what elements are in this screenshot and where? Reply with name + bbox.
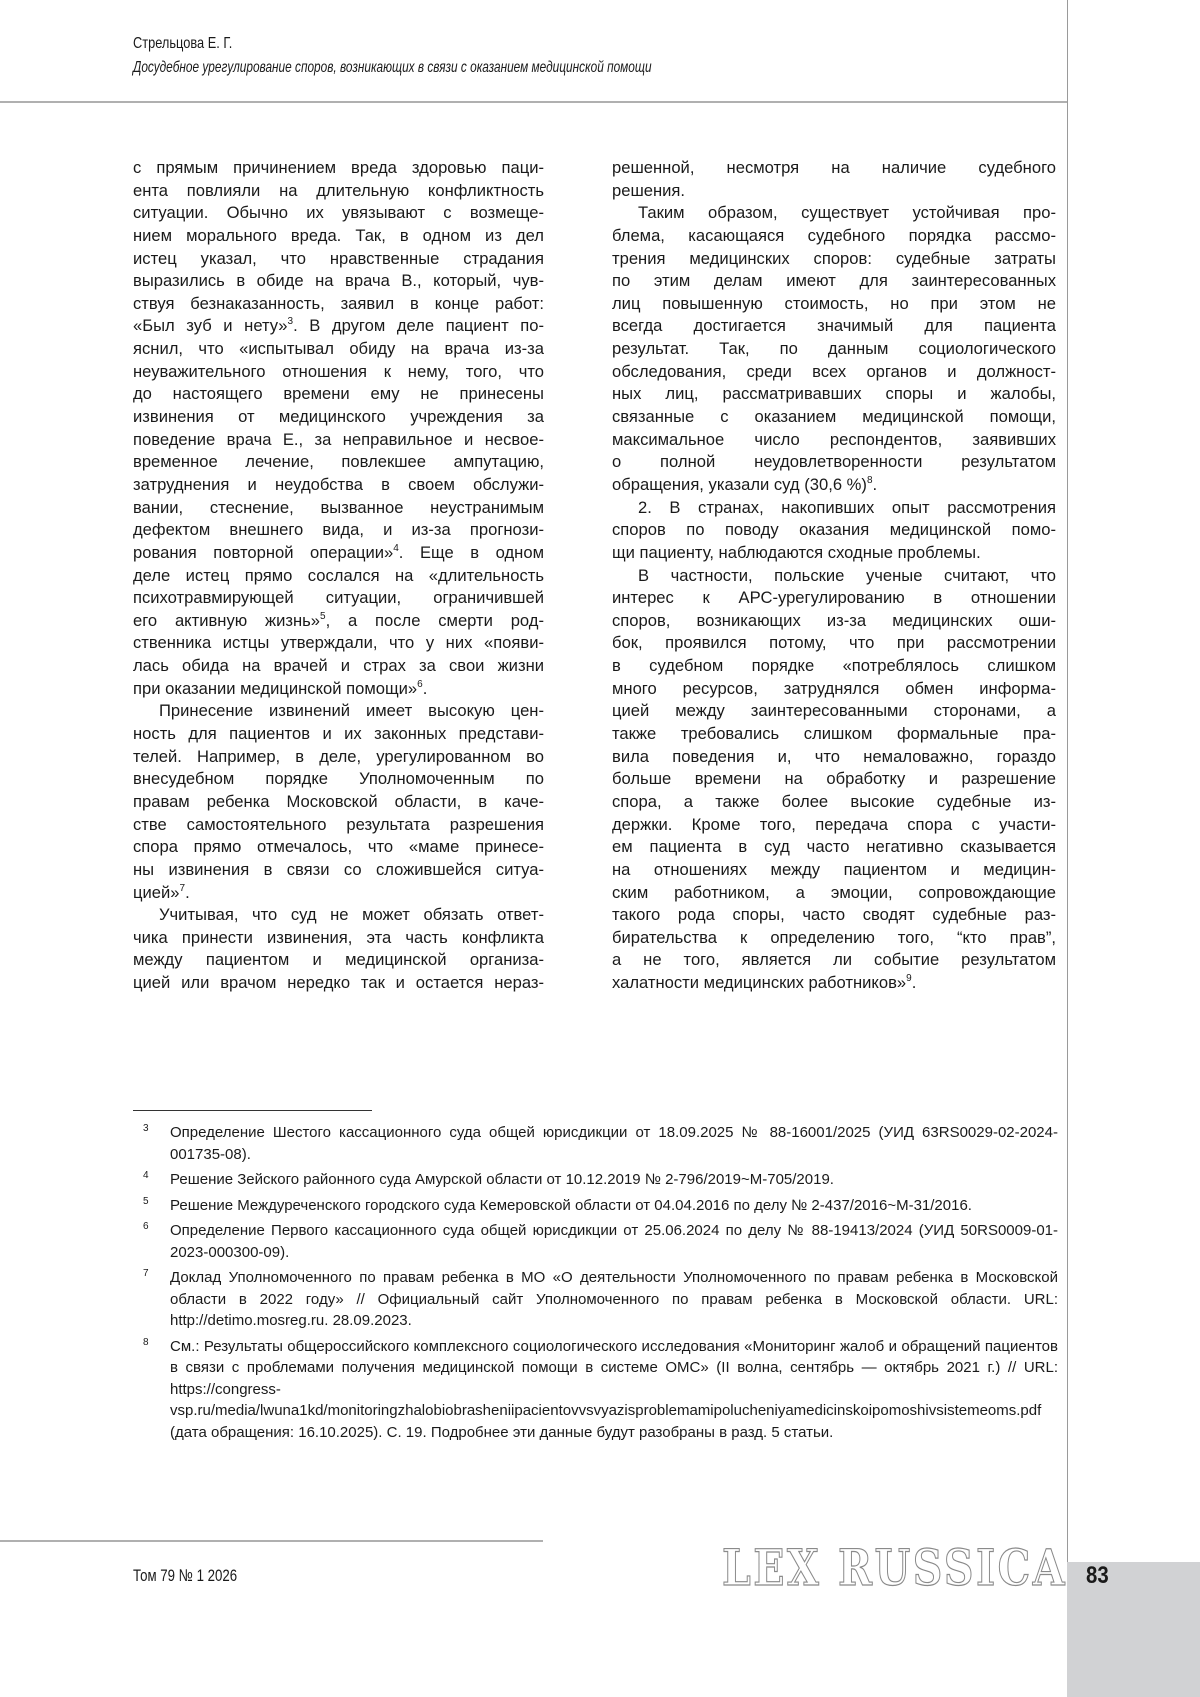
- line-text: цией или врачом нередко так и остается нераз-: [133, 973, 544, 993]
- line-text: спора прямо отмечалось, что «маме принесе-: [133, 837, 544, 857]
- text-line: [133, 882, 544, 905]
- text-line: [133, 542, 544, 565]
- footnote-number: 7: [143, 1268, 149, 1279]
- text-line: [133, 429, 544, 452]
- text-line: [612, 202, 1056, 225]
- line-text: бок, проявился потому, что при рассмотрении: [612, 633, 1056, 653]
- text-line: [133, 474, 544, 497]
- text-line: [612, 338, 1056, 361]
- text-line: [612, 700, 1056, 723]
- line-text: вила поведения и, что немаловажно, гораздо: [612, 746, 1056, 766]
- text-line: [133, 791, 544, 814]
- footnote-ref: 4: [393, 542, 399, 554]
- journal-logo: LEX RUSSICA: [722, 1538, 1068, 1597]
- text-line: [612, 406, 1056, 429]
- text-line: [133, 383, 544, 406]
- text-line: [133, 338, 544, 361]
- text-line: [133, 225, 544, 248]
- line-text: деле истец прямо сослался на «длительность: [133, 565, 544, 585]
- text-line: [612, 723, 1056, 746]
- footnote-text: Доклад Уполномоченного по правам ребенка в МО «О деятельности Уполномоченного по правам ребенка в Московской области в 2022 году» // Официальный сайт Уполномоченного по правам ребенка в Московской области. URL: http://detimo.mosreg.ru. 28.09.2023.: [170, 1269, 1058, 1329]
- line-text: больше времени на обработку и разрешение: [612, 769, 1056, 789]
- line-text: такого рода споры, часто сводят судебные раз-: [612, 905, 1056, 925]
- line-text: стве самостоятельного результата разрешения: [133, 814, 544, 834]
- line-text-after: , а после смерти род-: [325, 610, 545, 630]
- line-text-after: .: [422, 678, 428, 698]
- line-text: решения.: [612, 180, 686, 200]
- line-text: ность для пациентов и их законных представи-: [133, 724, 544, 744]
- line-text: ных лиц, рассматривавших споры и жалобы,: [612, 384, 1056, 404]
- line-text: в судебном порядке «потреблялось слишком: [612, 656, 1056, 676]
- text-line: [612, 451, 1056, 474]
- line-text: ем пациента в суд часто негативно сказывается: [612, 837, 1056, 857]
- text-line: [612, 949, 1056, 972]
- line-text: при оказании медицинской помощи»: [133, 678, 418, 698]
- text-line: [133, 768, 544, 791]
- line-text: щи пациенту, наблюдаются сходные проблемы.: [612, 542, 981, 562]
- text-line: [612, 565, 1056, 588]
- line-text: его активную жизнь»: [133, 610, 321, 630]
- text-line: [133, 587, 544, 610]
- line-text: с прямым причинением вреда здоровью паци-: [133, 158, 544, 177]
- footnote: [133, 1122, 1058, 1165]
- text-line: [133, 180, 544, 203]
- text-line: [612, 542, 1056, 565]
- line-text: В частности, польские ученые считают, что: [638, 565, 1056, 585]
- line-text: Принесение извинений имеет высокую цен-: [159, 701, 544, 721]
- footnote-text: Решение Междуреченского городского суда Кемеровской области от 04.04.2016 по делу № 2-437/2016~М-31/2016.: [170, 1196, 972, 1214]
- line-text: нием морального вреда. Так, в одном из дел: [133, 225, 544, 245]
- line-text: цией»: [133, 882, 180, 902]
- footnote-ref: 7: [179, 882, 186, 894]
- line-text: вании, стеснение, вызванное неустранимым: [133, 497, 544, 517]
- footnote-number: 5: [143, 1195, 149, 1207]
- text-line: [133, 248, 544, 271]
- footnote: [133, 1169, 1058, 1191]
- line-text: 2. В странах, накопивших опыт рассмотрения: [638, 497, 1056, 517]
- line-text: правам ребенка Московской области, в каче-: [133, 791, 544, 811]
- line-text: затруднения и неудобства в своем обслужи-: [133, 474, 544, 494]
- line-text: «Был зуб и нету»: [133, 316, 288, 336]
- text-line: [133, 927, 544, 950]
- running-header-title: Досудебное урегулирование споров, возникающих в связи с оказанием медицинской помощи: [133, 59, 652, 76]
- line-text: чика принести извинения, эта часть конфликта: [133, 927, 544, 947]
- left-text-column: [133, 157, 544, 995]
- line-text: ента повлияли на длительную конфликтность: [133, 180, 544, 200]
- text-line: [133, 949, 544, 972]
- footnote: [133, 1336, 1058, 1444]
- text-line: [612, 972, 1056, 995]
- text-line: [612, 836, 1056, 859]
- line-text: обследования, среди всех органов и должност-: [612, 361, 1056, 381]
- line-text: ны извинения в связи со сложившейся ситуа-: [133, 859, 544, 879]
- right-text-column: [612, 157, 1056, 995]
- footnote-text: См.: Результаты общероссийского комплексного социологического исследования «Мониторинг жалоб и обращений пациентов в связи с проблемами получения медицинской помощи в системе ОМС» (II волна, сентябрь — октябрь 2021 г.) // URL: https://congress-vsp.ru/media/lwuna1kd/monitoringzhalobiobrasheniipacientovvsvyazisproblemamipolucheniyamedicinskoipomoshivsistemeoms.pdf (дата обращения: 16.10.2025). С. 19. Подробнее эти данные будут разобраны в разд. 5 статьи.: [170, 1337, 1058, 1441]
- text-line: [612, 882, 1056, 905]
- line-text: цией между заинтересованными сторонами, а: [612, 701, 1056, 721]
- footnote: [133, 1220, 1058, 1263]
- page-number: 83: [1086, 1562, 1109, 1589]
- line-text: Таким образом, существует устойчивая про-: [638, 203, 1056, 223]
- line-text-after: .: [872, 474, 878, 494]
- text-line: [612, 383, 1056, 406]
- footnote-text: Решение Зейского районного суда Амурской области от 10.12.2019 № 2-796/2019~М-705/2019.: [170, 1171, 834, 1188]
- text-line: [612, 248, 1056, 271]
- text-line: [612, 610, 1056, 633]
- text-line: [133, 972, 544, 995]
- line-text: временное лечение, повлекшее ампутацию,: [133, 452, 544, 472]
- line-text: ственника истцы утверждали, что у них «появи-: [133, 633, 544, 653]
- text-line: [612, 814, 1056, 837]
- text-line: [133, 406, 544, 429]
- text-line: [612, 270, 1056, 293]
- line-text: интерес к АРС-урегулированию в отношении: [612, 588, 1056, 608]
- line-text: связанные с оказанием медицинской помощи,: [612, 407, 1056, 427]
- line-text: поведение врача Е., за неправильное и несвое-: [133, 429, 544, 449]
- text-line: [133, 632, 544, 655]
- text-line: [133, 746, 544, 769]
- line-text: результат. Так, по данным социологического: [612, 339, 1056, 359]
- text-line: [133, 361, 544, 384]
- footnote-ref: 8: [866, 474, 873, 486]
- text-line: [612, 904, 1056, 927]
- text-line: [612, 791, 1056, 814]
- line-text: споров по поводу оказания медицинской помо-: [612, 520, 1056, 540]
- text-line: [612, 180, 1056, 203]
- line-text: психотравмирующей ситуации, ограничившей: [133, 588, 544, 608]
- text-line: [133, 519, 544, 542]
- line-text: спора, а также более высокие судебные из-: [612, 791, 1056, 811]
- footnote-number: 6: [143, 1221, 149, 1232]
- text-line: [133, 270, 544, 293]
- text-line: [612, 429, 1056, 452]
- text-line: [612, 587, 1056, 610]
- footnote-ref: 6: [417, 678, 423, 690]
- line-text: ским работником, а эмоции, сопровождающие: [612, 882, 1056, 902]
- text-line: [612, 361, 1056, 384]
- line-text: дефектом внешнего вида, и из-за прогнози-: [133, 520, 544, 540]
- text-line: [612, 474, 1056, 497]
- line-text: споров, возникающих из-за медицинских оши-: [612, 610, 1056, 630]
- footnote: [133, 1267, 1058, 1332]
- text-line: [133, 814, 544, 837]
- line-text: лась обида на врачей и страх за свои жизни: [133, 656, 544, 676]
- footnote-ref: 3: [287, 316, 294, 328]
- footnote-ref: 9: [906, 973, 912, 985]
- text-line: [612, 497, 1056, 520]
- footnote-separator: [133, 1110, 372, 1111]
- text-line: [612, 859, 1056, 882]
- footnote-number: 3: [143, 1123, 149, 1134]
- text-line: [133, 700, 544, 723]
- line-text: лиц повышенную стоимость, но при этом не: [612, 293, 1056, 313]
- text-line: [612, 927, 1056, 950]
- line-text: трения медицинских споров: судебные затраты: [612, 248, 1056, 268]
- line-text: между пациентом и медицинской организа-: [133, 950, 544, 970]
- line-text: извинения от медицинского учреждения за: [133, 407, 544, 427]
- footer-divider: [0, 1540, 543, 1542]
- text-line: [612, 632, 1056, 655]
- line-text-after: . В другом деле пациент по-: [293, 316, 544, 336]
- line-text-after: . Еще в одном: [398, 542, 544, 562]
- line-text: всегда достигается значимый для пациента: [612, 316, 1056, 336]
- line-text: много ресурсов, затруднялся обмен информа-: [612, 678, 1056, 698]
- issue-info: Том 79 № 1 2026: [133, 1566, 238, 1585]
- footnote-number: 8: [143, 1336, 149, 1348]
- text-line: [612, 768, 1056, 791]
- line-text: а не того, является ли событие результатом: [612, 950, 1056, 970]
- line-text: ситуации. Обычно их увязывают с возмеще-: [133, 203, 544, 223]
- line-text: по этим делам имеют для заинтересованных: [612, 271, 1056, 291]
- text-line: [612, 225, 1056, 248]
- line-text: бирательства к определению того, “кто прав”,: [612, 927, 1056, 947]
- line-text: рования повторной операции»: [133, 542, 394, 562]
- text-line: [133, 565, 544, 588]
- text-line: [133, 610, 544, 633]
- page-edge-divider: [1067, 0, 1068, 1562]
- text-line: [612, 293, 1056, 316]
- footnote-text: Определение Шестого кассационного суда общей юрисдикции от 18.09.2025 № 88-16001/2025 (УИД 63RS0029-02-2024-001735-08).: [170, 1124, 1058, 1163]
- line-text: неуважительного отношения к нему, того, что: [133, 361, 544, 381]
- text-line: [133, 836, 544, 859]
- line-text-after: .: [911, 973, 917, 993]
- text-line: [612, 315, 1056, 338]
- text-line: [133, 157, 544, 180]
- line-text: телей. Например, в деле, урегулированном во: [133, 746, 544, 766]
- line-text: внесудебном порядке Уполномоченным по: [133, 769, 544, 789]
- line-text: яснил, что «испытывал обиду на врача из-за: [133, 339, 544, 359]
- line-text: истец указал, что нравственные страдания: [133, 248, 544, 268]
- line-text: держки. Кроме того, передача спора с участи-: [612, 814, 1056, 834]
- line-text: максимальное число респондентов, заявивших: [612, 429, 1056, 449]
- text-line: [612, 655, 1056, 678]
- text-line: [133, 723, 544, 746]
- line-text: блема, касающаяся судебного порядка рассмо-: [612, 225, 1056, 245]
- line-text: на отношениях между пациентом и медицин-: [612, 859, 1056, 879]
- line-text: халатности медицинских работников»: [612, 973, 907, 993]
- text-line: [133, 655, 544, 678]
- text-line: [133, 859, 544, 882]
- line-text: также требовались слишком формальные пра-: [612, 724, 1056, 744]
- footnote-number: 4: [143, 1170, 149, 1181]
- footnote-text: Определение Первого кассационного суда общей юрисдикции от 25.06.2024 по делу № 88-19413/2024 (УИД 50RS0009-01-2023-000300-09).: [170, 1222, 1058, 1261]
- running-header-author: Стрельцова Е. Г.: [133, 35, 233, 52]
- text-line: [133, 315, 544, 338]
- text-line: [612, 746, 1056, 769]
- text-line: [612, 678, 1056, 701]
- text-line: [612, 157, 1056, 180]
- line-text: выразились в обиде на врача В., который, чув-: [133, 271, 544, 291]
- text-line: [133, 497, 544, 520]
- line-text-after: .: [185, 882, 190, 902]
- line-text: ствуя безнаказанность, заявил в конце работ:: [133, 293, 544, 313]
- text-line: [133, 293, 544, 316]
- text-line: [133, 904, 544, 927]
- line-text: Учитывая, что суд не может обязать ответ-: [159, 905, 544, 925]
- text-line: [612, 519, 1056, 542]
- line-text: обращения, указали суд (30,6 %): [612, 474, 867, 494]
- footnotes: [133, 1122, 1058, 1447]
- text-line: [133, 202, 544, 225]
- line-text: о полной неудовлетворенности результатом: [612, 452, 1056, 472]
- footnote: [133, 1195, 1058, 1217]
- text-line: [133, 451, 544, 474]
- text-line: [133, 678, 544, 701]
- line-text: до настоящего времени ему не принесены: [133, 384, 544, 404]
- footnote-ref: 5: [320, 610, 326, 622]
- line-text: решенной, несмотря на наличие судебного: [612, 158, 1056, 177]
- header-divider: [0, 101, 1067, 103]
